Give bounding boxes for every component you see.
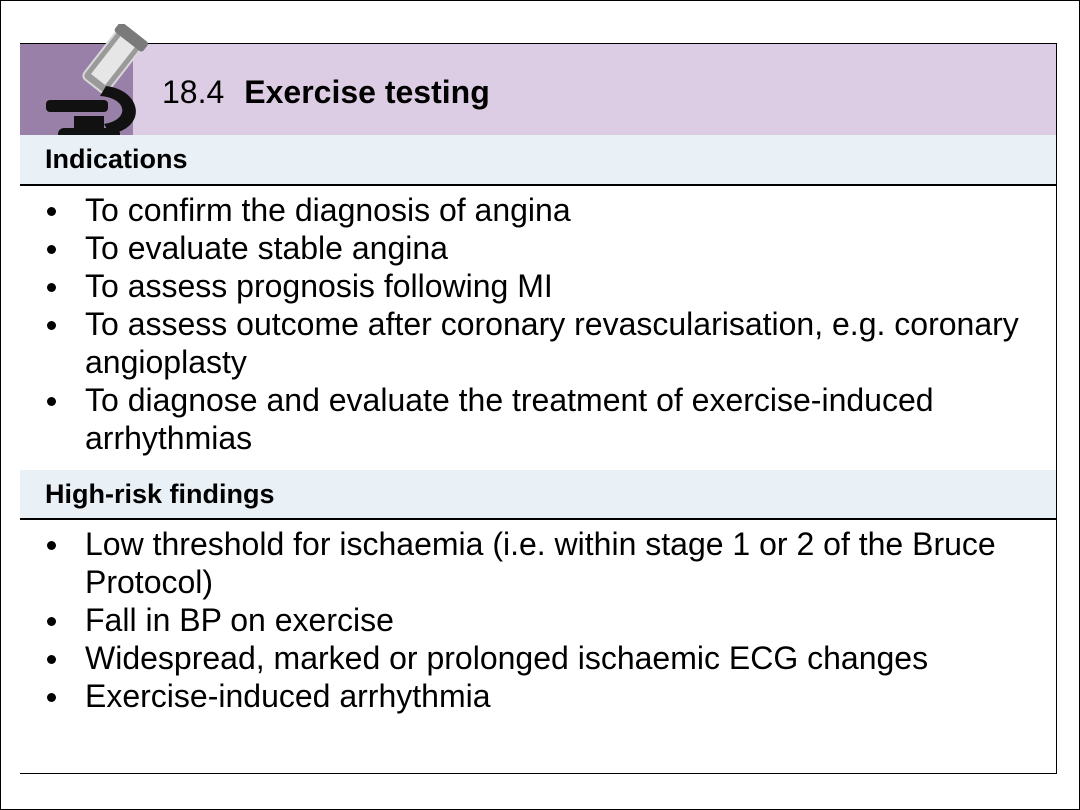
bullet-icon: [47, 245, 56, 254]
list-item: To diagnose and evaluate the treatment of exercise-induced arrhythmias: [20, 381, 1056, 457]
bullet-icon: [47, 693, 56, 702]
section-heading-text: High-risk findings: [45, 479, 275, 509]
section-heading-text: Indications: [45, 144, 188, 174]
bullet-icon: [47, 397, 56, 406]
box-title-text: Exercise testing: [244, 74, 490, 110]
bullet-icon: [47, 321, 56, 330]
bullet-icon: [47, 283, 56, 292]
high-risk-list: [20, 525, 1056, 715]
indications-list: [20, 191, 1056, 457]
list-item: Widespread, marked or prolonged ischaemic ECG changes: [20, 639, 1056, 677]
list-item: To assess prognosis following MI: [20, 267, 1056, 305]
box-number: 18.4: [162, 74, 225, 110]
list-item: To confirm the diagnosis of angina: [20, 191, 1056, 229]
list-item: Fall in BP on exercise: [20, 601, 1056, 639]
bullet-icon: [47, 655, 56, 664]
section-heading-high-risk: [20, 470, 1056, 520]
bullet-icon: [47, 617, 56, 626]
microscope-icon: [44, 24, 156, 144]
box-title: [162, 74, 490, 111]
bullet-icon: [47, 541, 56, 550]
section-heading-indications: [20, 135, 1056, 186]
list-item: To assess outcome after coronary revascularisation, e.g. coronary angioplasty: [20, 305, 1056, 381]
bullet-icon: [47, 207, 56, 216]
list-item: Low threshold for ischaemia (i.e. within stage 1 or 2 of the Bruce Protocol): [20, 525, 1056, 601]
title-bar: [20, 44, 1056, 135]
list-item: To evaluate stable angina: [20, 229, 1056, 267]
info-box: [20, 43, 1057, 774]
list-item: Exercise-induced arrhythmia: [20, 677, 1056, 715]
